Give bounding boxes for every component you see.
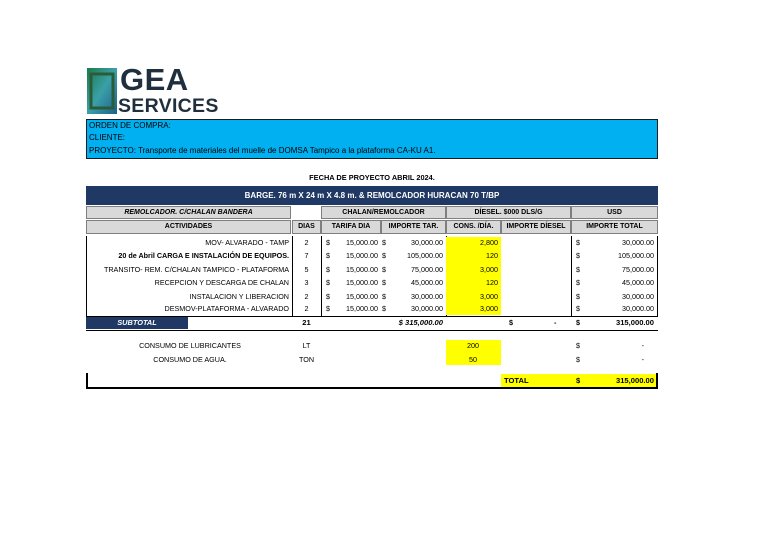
currency-sign: $ — [326, 265, 330, 274]
row-tarifa: 15,000.00 — [346, 304, 378, 313]
row-cons: 120 — [486, 251, 498, 260]
subtotal-dias: 21 — [302, 318, 311, 327]
subtotal-importe: $ 315,000.00 — [398, 318, 443, 327]
subtotal-diesel-value: - — [554, 318, 557, 327]
extra-cons: 200 — [467, 341, 479, 350]
subtotal-bottom-border — [86, 330, 658, 331]
currency-sign: $ — [382, 238, 386, 247]
total-left-border — [86, 373, 88, 388]
row-actividad: RECEPCION Y DESCARGA DE CHALAN — [154, 278, 289, 287]
row-importe: 45,000.00 — [411, 278, 443, 287]
proyecto: PROYECTO: Transporte de materiales del muelle de DOMSA Tampico a la plataforma CA-KU A1. — [89, 145, 436, 155]
extra-total: - — [641, 355, 644, 364]
col-header-importe-diesel: IMPORTE DÍESEL — [501, 220, 571, 234]
grid-line — [657, 236, 658, 316]
row-dias: 2 — [304, 304, 309, 313]
extra-cons: 50 — [469, 355, 477, 364]
row-total: 105,000.00 — [618, 251, 654, 260]
row-importe: 30,000.00 — [411, 238, 443, 247]
row-cons: 3,000 — [480, 265, 498, 274]
grand-total-currency: $ — [576, 376, 581, 385]
logo-gea-text: GEA — [120, 62, 189, 97]
currency-sign: $ — [326, 238, 330, 247]
row-importe: 105,000.00 — [407, 251, 443, 260]
group-header-chalan: CHALAN/REMOLCADOR — [321, 206, 446, 219]
subtotal-total: 315,000.00 — [615, 318, 654, 327]
row-tarifa: 15,000.00 — [346, 238, 378, 247]
row-actividad: INSTALACION Y LIBERACION — [189, 292, 289, 301]
row-actividad: 20 de Abril CARGA E INSTALACIÓN DE EQUIPOS. — [118, 251, 289, 260]
row-cons: 2,800 — [480, 238, 498, 247]
row-actividad: MOV- ALVARADO - TAMP — [205, 238, 289, 247]
currency-sign: $ — [576, 355, 580, 364]
currency-sign: $ — [382, 292, 386, 301]
total-right-border — [656, 373, 658, 389]
group-header-usd: USD — [571, 206, 658, 219]
row-dias: 3 — [304, 278, 309, 287]
currency-sign: $ — [382, 265, 386, 274]
grid-line — [86, 236, 87, 316]
row-dias: 5 — [304, 265, 309, 274]
grand-total-label: TOTAL — [504, 376, 529, 385]
currency-sign: $ — [382, 278, 386, 287]
subtotal-total-currency: $ — [576, 318, 580, 327]
row-dias: 2 — [304, 238, 309, 247]
company-logo — [87, 62, 219, 118]
row-total: 45,000.00 — [622, 278, 654, 287]
col-header-cons: CONS. /DÍA. — [446, 220, 501, 234]
currency-sign: $ — [576, 265, 580, 274]
currency-sign: $ — [326, 278, 330, 287]
extra-label: CONSUMO DE LUBRICANTES — [139, 341, 241, 350]
currency-sign: $ — [576, 238, 580, 247]
row-total: 75,000.00 — [622, 265, 654, 274]
row-total: 30,000.00 — [622, 292, 654, 301]
col-header-importe-total: IMPORTE TOTAL — [571, 220, 658, 234]
row-tarifa: 15,000.00 — [346, 265, 378, 274]
currency-sign: $ — [576, 251, 580, 260]
logo-services-text: SERVICES — [118, 95, 219, 117]
currency-sign: $ — [382, 251, 386, 260]
project-info-box — [86, 119, 658, 159]
grid-line — [571, 236, 572, 316]
currency-sign: $ — [576, 292, 580, 301]
currency-sign: $ — [382, 304, 386, 313]
col-header-importe-tar: IMPORTE TAR. — [381, 220, 446, 234]
extra-label: CONSUMO DE AGUA. — [153, 355, 227, 364]
logo-mark-icon — [87, 68, 117, 114]
extra-unit: LT — [302, 341, 311, 350]
barge-title: BARGE. 76 m X 24 m X 4.8 m. & REMOLCADOR HURACAN 70 T/BP — [86, 186, 658, 205]
row-cons: 120 — [486, 278, 498, 287]
row-tarifa: 15,000.00 — [346, 278, 378, 287]
row-actividad: TRANSITO- REM. C/CHALAN TAMPICO - PLATAFORMA — [103, 265, 289, 274]
grid-line — [321, 236, 322, 316]
total-bottom-border — [86, 387, 658, 389]
group-header-remolcador: REMOLCADOR. C/CHALAN BANDERA — [86, 206, 291, 219]
row-actividad: DESMOV-PLATAFORMA - ALVARADO — [164, 304, 289, 313]
col-header-actividades: ACTIVIDADES — [86, 220, 291, 234]
row-tarifa: 15,000.00 — [346, 251, 378, 260]
currency-sign: $ — [576, 341, 580, 350]
row-total: 30,000.00 — [622, 304, 654, 313]
row-dias: 7 — [304, 251, 309, 260]
grand-total-value: 315,000.00 — [615, 376, 654, 385]
subtotal-diesel-currency: $ — [509, 318, 513, 327]
row-importe: 30,000.00 — [411, 304, 443, 313]
currency-sign: $ — [576, 304, 580, 313]
cliente: CLIENTE: — [89, 133, 126, 143]
currency-sign: $ — [326, 251, 330, 260]
col-header-dias: DIAS — [292, 220, 321, 234]
col-header-tarifa: TARIFA DIA — [321, 220, 381, 234]
row-cons: 3,000 — [480, 304, 498, 313]
extra-total: - — [641, 341, 644, 350]
currency-sign: $ — [326, 304, 330, 313]
row-importe: 75,000.00 — [411, 265, 443, 274]
subtotal-label: SUBTOTAL — [86, 317, 188, 329]
currency-sign: $ — [326, 292, 330, 301]
row-total: 30,000.00 — [622, 238, 654, 247]
extra-unit: TON — [298, 355, 315, 364]
row-tarifa: 15,000.00 — [346, 292, 378, 301]
row-dias: 2 — [304, 292, 309, 301]
row-cons: 3,000 — [480, 292, 498, 301]
fecha-proyecto: FECHA DE PROYECTO ABRIL 2024. — [309, 173, 435, 182]
group-header-diesel: DÍESEL. $000 DLS/G — [446, 206, 571, 219]
orden-compra: ORDEN DE COMPRA: — [89, 121, 171, 130]
currency-sign: $ — [576, 278, 580, 287]
row-importe: 30,000.00 — [411, 292, 443, 301]
